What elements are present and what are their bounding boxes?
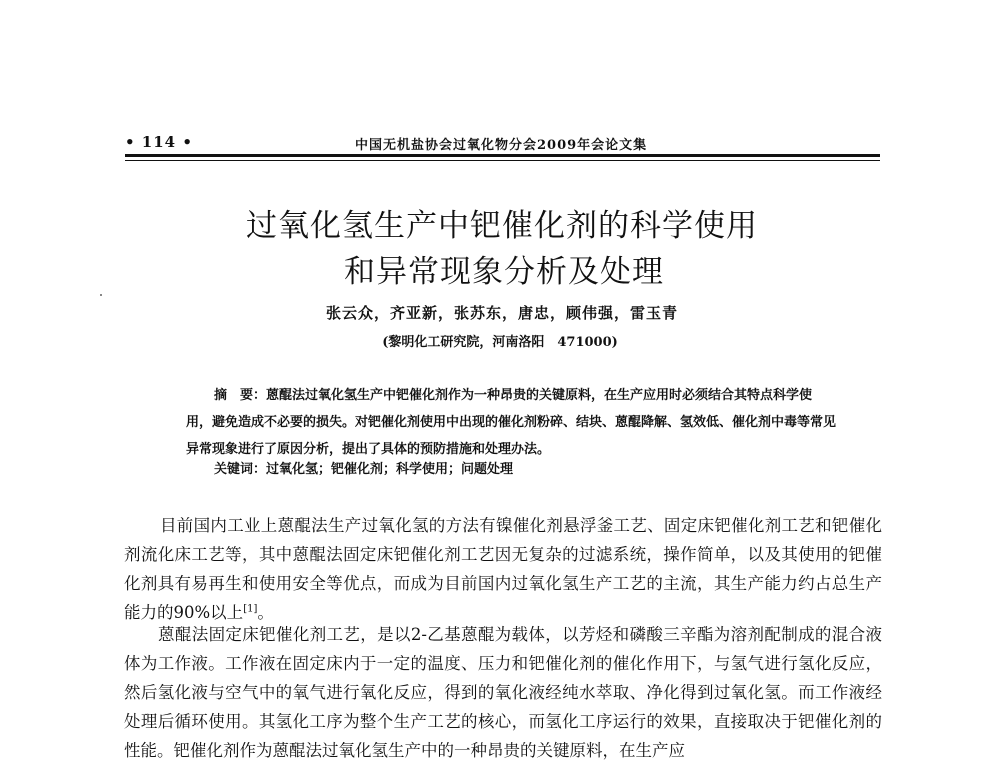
abstract-block: [186, 382, 836, 463]
abstract-text: 蒽醌法过氧化氢生产中钯催化剂作为一种昂贵的关键原料，在生产应用时必须结合其特点科学使用，避免造成不必要的损失。对钯催化剂使用中出现的催化剂粉碎、结块、蒽醌降解、氢效低、催化剂中毒等常见异常现象进行了原因分析，提出了具体的预防措施和处理办法。: [186, 388, 837, 457]
keywords-text: 过氧化氢；钯催化剂；科学使用；问题处理: [266, 462, 514, 477]
paragraph-2-text: 蒽醌法固定床钯催化剂工艺，是以2-乙基蒽醌为载体，以芳烃和磷酸三辛酯为溶剂配制成的混合液体为工作液。工作液在固定床内于一定的温度、压力和钯催化剂的催化作用下，与氢气进行氢化反应，然后氢化液与空气中的氧气进行氧化反应，得到的氧化液经纯水萃取、净化得到过氧化氢。而工作液经处理后循环使用。其氢化工序为整个生产工艺的核心，而氢化工序运行的效果，直接取决于钯催化剂的性能。钯催化剂作为蒽醌法过氧化氢生产中的一种昂贵的关键原料，在生产应: [124, 625, 882, 760]
author-list: 张云众，齐亚新，张苏东，唐忠，顾伟强，雷玉青: [325, 304, 678, 322]
header-rule-thick: [125, 154, 880, 157]
page-number: • 114 •: [125, 133, 193, 151]
paragraph-1-end: 。: [257, 603, 274, 622]
body-paragraph-2: [124, 620, 882, 765]
running-title: 中国无机盐协会过氧化物分会2009年会论文集: [355, 138, 648, 153]
body-paragraph-1: [124, 511, 882, 627]
scan-speck: [100, 294, 102, 296]
article-title-line-2: 和异常现象分析及处理: [344, 254, 664, 290]
keywords-line: [214, 458, 513, 477]
paragraph-1-text: 目前国内工业上蒽醌法生产过氧化氢的方法有镍催化剂悬浮釜工艺、固定床钯催化剂工艺和钯催化剂流化床工艺等，其中蒽醌法固定床钯催化剂工艺因无复杂的过滤系统，操作简单，以及其使用的钯催化剂具有易再生和使用安全等优点，而成为目前国内过氧化氢生产工艺的主流，其生产能力约占总生产能力的90%以上: [124, 516, 882, 622]
keywords-label: 关键词：: [214, 462, 267, 477]
citation-ref: [1]: [243, 603, 258, 615]
abstract-paragraph: [186, 382, 836, 463]
abstract-label: 摘 要：: [214, 388, 267, 403]
header-rule-thin: [125, 160, 880, 161]
affiliation: (黎明化工研究院，河南洛阳 471000): [382, 335, 618, 350]
article-title-line-1: 过氧化氢生产中钯催化剂的科学使用: [246, 208, 758, 244]
running-header: [125, 133, 880, 155]
